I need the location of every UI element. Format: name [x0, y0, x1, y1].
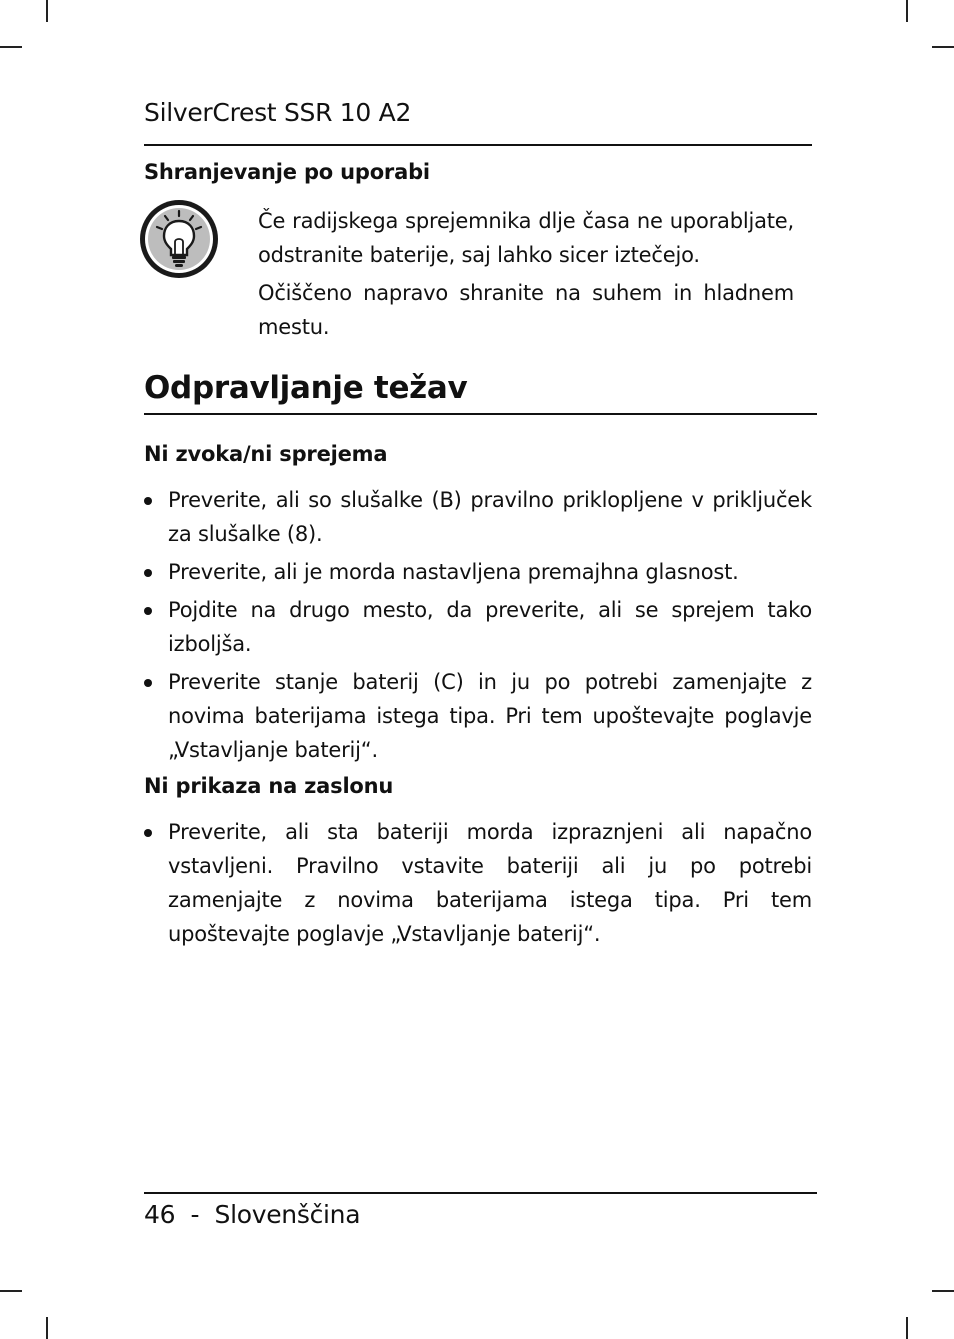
crop-mark	[906, 0, 908, 22]
crop-mark	[932, 1290, 954, 1292]
list-item	[144, 555, 812, 589]
header-rule	[144, 144, 812, 146]
lightbulb-icon	[136, 196, 222, 282]
document-header: SilverCrest SSR 10 A2	[144, 98, 412, 127]
crop-mark	[46, 1317, 48, 1339]
list-item-text: Preverite, ali so slušalke (B) pravilno priklopljene v priključek za slušalke (8).	[168, 488, 812, 546]
section-title: Odpravljanje težav	[144, 370, 468, 406]
bullet-icon	[144, 497, 152, 505]
crop-mark	[932, 46, 954, 48]
no-display-list	[144, 815, 812, 955]
crop-mark	[0, 1290, 22, 1292]
storage-heading: Shranjevanje po uporabi	[144, 160, 430, 184]
section-rule	[144, 413, 817, 415]
no-display-heading: Ni prikaza na zaslonu	[144, 774, 394, 798]
list-item-text: Preverite, ali je morda nastavljena premajhna glasnost.	[168, 560, 739, 584]
list-item-text: Preverite, ali sta bateriji morda izpraznjeni ali napačno vstavljeni. Pravilno vstavite bateriji ali ju po potrebi zamenjajte z novima baterijama istega tipa. Pri tem upoštevajte poglavje „Vstavljanje baterij“.	[168, 820, 812, 946]
crop-mark	[0, 46, 22, 48]
storage-note	[258, 204, 794, 344]
page-footer: 46 - Slovenščina	[144, 1200, 361, 1229]
bullet-icon	[144, 829, 152, 837]
no-sound-list	[144, 483, 812, 771]
crop-mark	[46, 0, 48, 22]
list-item-text: Preverite stanje baterij (C) in ju po potrebi zamenjajte z novima baterijama istega tipa. Pri tem upoštevajte poglavje „Vstavljanje baterij“.	[168, 670, 812, 762]
list-item	[144, 483, 812, 551]
bullet-icon	[144, 679, 152, 687]
list-item	[144, 815, 812, 951]
list-item-text: Pojdite na drugo mesto, da preverite, ali se sprejem tako izboljša.	[168, 598, 812, 656]
footer-rule	[144, 1192, 817, 1194]
storage-paragraph: Če radijskega sprejemnika dlje časa ne uporabljate, odstranite baterije, saj lahko sicer iztečejo.	[258, 209, 794, 267]
bullet-icon	[144, 607, 152, 615]
list-item	[144, 593, 812, 661]
storage-paragraph: Očiščeno napravo shranite na suhem in hladnem mestu.	[258, 281, 794, 339]
bullet-icon	[144, 569, 152, 577]
list-item	[144, 665, 812, 767]
crop-mark	[906, 1317, 908, 1339]
no-sound-heading: Ni zvoka/ni sprejema	[144, 442, 388, 466]
